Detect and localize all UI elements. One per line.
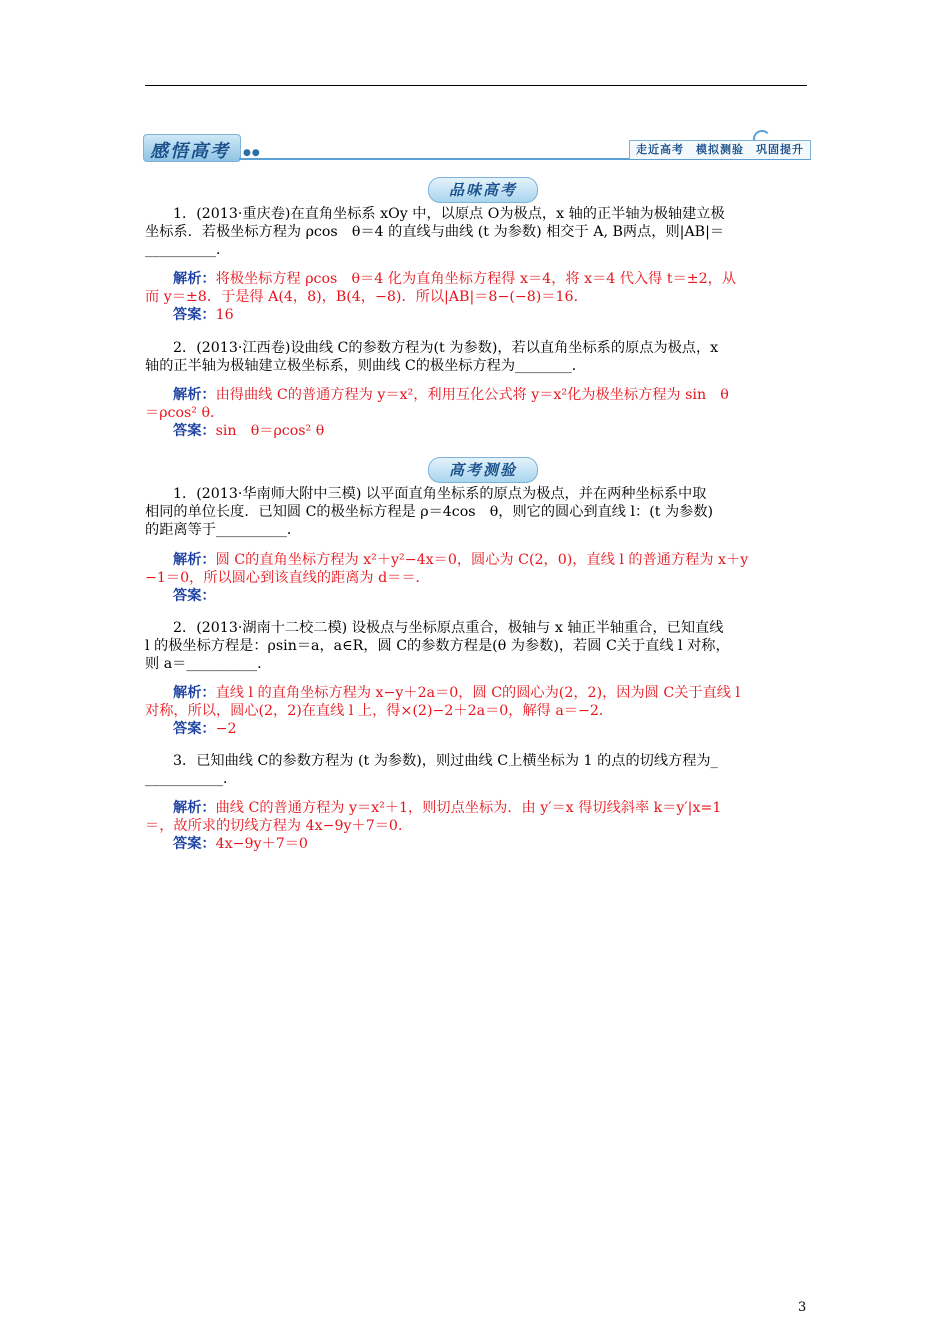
solution-text: ＝，故所求的切线方程为 4x−9y＋7＝0． [145, 818, 413, 834]
solution-2 [145, 386, 810, 440]
question-2 [145, 339, 810, 375]
answer-text: 4x−9y＋7＝0 [215, 836, 308, 852]
question-text: 1．(2013·重庆卷)在直角坐标系 xOy 中，以原点 O为极点，x 轴的正半轴为极轴建立极 [173, 206, 725, 222]
banner-right-label: 走近高考 模拟测验 巩固提升 [629, 140, 811, 159]
question-text: 轴的正半轴为极轴建立极坐标系，则曲线 C的极坐标方程为________． [145, 358, 586, 374]
section-title-1: 品味高考 [428, 177, 538, 203]
solution-label: 解析： [173, 552, 216, 568]
answer-label: 答案： [173, 836, 216, 852]
solution-4 [145, 684, 810, 738]
answer-label: 答案： [173, 588, 216, 604]
answer-text: sin θ＝ρcos² θ [215, 423, 325, 439]
solution-text: 圆 C的直角坐标方程为 x²＋y²−4x＝0，圆心为 C(2，0)，直线 l 的普通方程为 x＋y [215, 552, 749, 568]
question-text: 1．(2013·华南师大附中三模) 以平面直角坐标系的原点为极点，并在两种坐标系中取 [173, 486, 707, 502]
solution-label: 解析： [173, 685, 216, 701]
solution-text: 而 y＝±8．于是得 A(4，8)，B(4，−8)．所以|AB|＝8−(−8)＝16． [145, 289, 588, 305]
question-text: 3．已知曲线 C的参数方程为 (t 为参数)，则过曲线 C上横坐标为 1 的点的切线方程为_ [173, 753, 718, 769]
question-1 [145, 205, 810, 259]
header-rule [145, 85, 807, 86]
answer-text: 16 [215, 307, 234, 323]
solution-label: 解析： [173, 387, 216, 403]
answer-label: 答案： [173, 307, 216, 323]
page-number: 3 [798, 1300, 807, 1315]
question-text: 相同的单位长度．已知圆 C的极坐标方程是 ρ＝4cos θ，则它的圆心到直线 l：(t 为参数) [145, 504, 714, 520]
solution-text: 对称，所以，圆心(2，2)在直线 l 上，得×(2)−2＋2a＝0，解得 a＝−2． [145, 703, 614, 719]
question-text: 则 a＝__________． [145, 656, 272, 672]
solution-3 [145, 551, 810, 605]
question-text: l 的极坐标方程是：ρsin＝a，a∈R，圆 C的参数方程是(θ 为参数)，若圆 C关于直线 l 对称， [145, 638, 730, 654]
solution-text: 直线 l 的直角坐标方程为 x−y＋2a＝0，圆 C的圆心为(2，2)，因为圆 C关于直线 l [215, 685, 741, 701]
solution-text: −1＝0，所以圆心到该直线的距离为 d＝＝． [145, 570, 430, 586]
solution-text: 由得曲线 C的普通方程为 y＝x²，利用互化公式将 y＝x²化为极坐标方程为 sin θ [215, 387, 729, 403]
section-title-2: 高考测验 [428, 457, 538, 483]
question-5 [145, 752, 810, 788]
solution-5 [145, 799, 810, 853]
solution-text: ＝ρcos² θ． [145, 405, 225, 421]
banner-title: 感悟高考 [150, 141, 230, 162]
solution-label: 解析： [173, 271, 216, 287]
solution-text: 将极坐标方程 ρcos θ＝4 化为直角坐标方程得 x＝4，将 x＝4 代入得 t＝±2，从 [215, 271, 737, 287]
question-text: 2．(2013·湖南十二校二模) 设极点与坐标原点重合，极轴与 x 轴正半轴重合，已知直线 [173, 620, 724, 636]
banner-dots: ●● [243, 148, 261, 158]
question-text: ___________． [145, 771, 238, 787]
answer-label: 答案： [173, 423, 216, 439]
answer-text: −2 [215, 721, 237, 737]
solution-label: 解析： [173, 800, 216, 816]
question-text: 的距离等于__________． [145, 522, 302, 538]
banner-badge [143, 134, 241, 162]
solution-text: 曲线 C的普通方程为 y＝x²＋1，则切点坐标为．由 y′＝x 得切线斜率 k＝y′|x=1 [215, 800, 722, 816]
question-text: __________． [145, 242, 231, 258]
section-banner [143, 130, 811, 162]
question-3 [145, 485, 810, 539]
answer-label: 答案： [173, 721, 216, 737]
solution-1 [145, 270, 810, 324]
question-text: 坐标系．若极坐标方程为 ρcos θ＝4 的直线与曲线 (t 为参数) 相交于 A, B两点，则|AB|＝ [145, 224, 725, 240]
question-text: 2．(2013·江西卷)设曲线 C的参数方程为(t 为参数)，若以直角坐标系的原点为极点，x [173, 340, 719, 356]
question-4 [145, 619, 810, 673]
